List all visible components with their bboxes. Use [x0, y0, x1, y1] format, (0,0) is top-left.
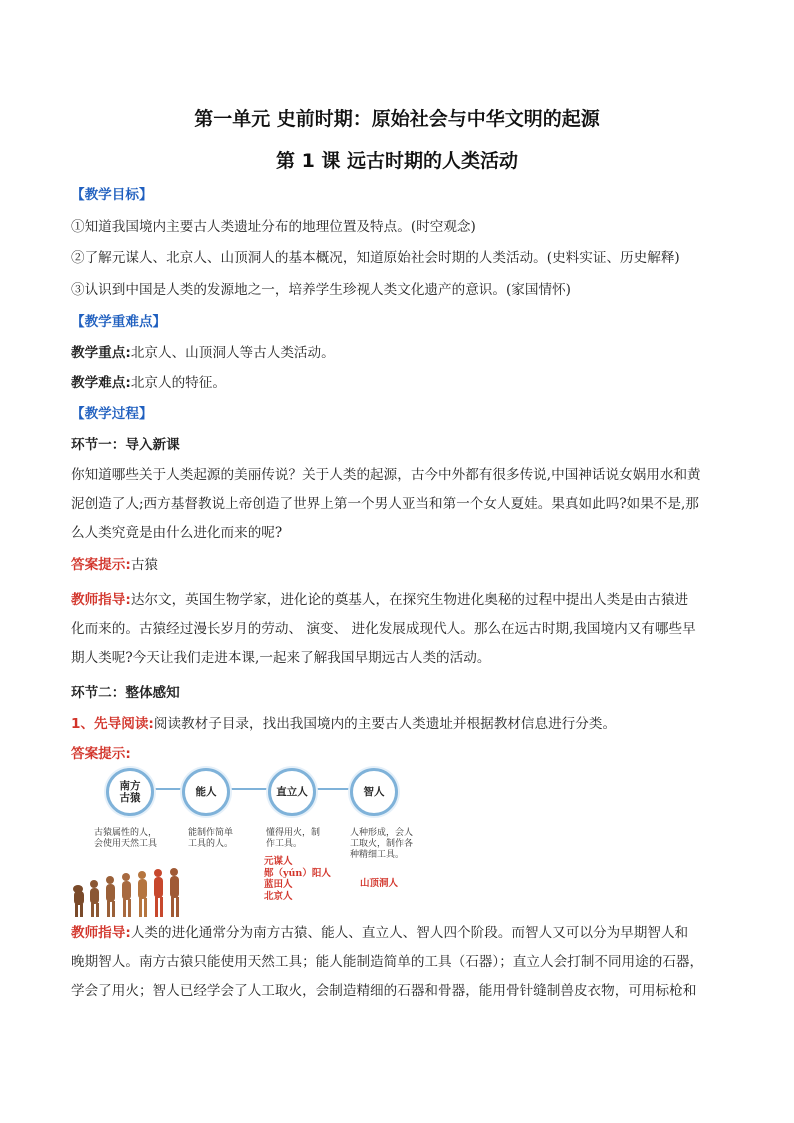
stage-description: 人种形成，会人 工取火，制作各 种精细工具。 — [350, 828, 414, 860]
key-points-heading: 【教学重难点】 — [71, 314, 167, 330]
pre-reading: 1、先导阅读:阅读教材子目录，找出我国境内的主要古人类遗址并根据教材信息进行分类。 — [71, 716, 617, 732]
lesson-title: 第 1 课 远古时期的人类活动 — [275, 150, 519, 172]
step1-title: 环节一：导入新课 — [71, 437, 180, 453]
goal-item: ②了解元谋人、北京人、山顶洞人的基本概况，知道原始社会时期的人类活动。(史料实证、历史解释) — [71, 250, 680, 266]
stage-description: 懂得用火，制 作工具。 — [266, 828, 321, 849]
stage-description: 古猿属性的人， 会使用天然工具 — [94, 828, 158, 849]
goal-item: ①知道我国境内主要古人类遗址分布的地理位置及特点。(时空观念) — [71, 219, 476, 235]
process-heading: 【教学过程】 — [71, 406, 153, 422]
teacher-guidance-2: 教师指导:人类的进化通常分为南方古猿、能人、直立人、智人四个阶段。而智人又可以分为早期智人和 晚期智人。南方古猿只能使用天然工具；能人能制造简单的工具（石器）；直立人会打制不同用途的石器， 学会了用火；智人已经学会了人工取火，会制造精细的石器和骨器，能用骨针缝制兽皮衣物，可用标枪和 — [71, 925, 704, 999]
answer-hint-2: 答案提示: — [71, 746, 131, 762]
goal-item: ③认识到中国是人类的发源地之一，培养学生珍视人类文化遗产的意识。(家国情怀) — [71, 282, 571, 298]
unit-title: 第一单元 史前时期：原始社会与中华文明的起源 — [194, 108, 600, 130]
stage-description: 能制作简单 工具的人。 — [188, 828, 234, 849]
difficult-point-label: 教学难点: — [71, 375, 131, 391]
key-point-text: 北京人、山顶洞人等古人类活动。 — [130, 345, 335, 361]
answer-hint-1: 答案提示:古猿 — [71, 557, 158, 573]
sapiens-sites: 山顶洞人 — [360, 878, 399, 889]
step2-title: 环节二：整体感知 — [71, 685, 180, 701]
key-point — [71, 343, 731, 363]
stage-node-homo-habilis: 能人 — [182, 768, 230, 816]
stage-node-australopithecus: 南方 古猿 — [106, 768, 154, 816]
difficult-point — [71, 373, 731, 393]
evolution-diagram — [70, 762, 430, 922]
teacher-guidance-1: 教师指导:达尔文，英国生物学家，进化论的奠基人，在探究生物进化奥秘的过程中提出人类是由古猿进 化而来的。古猿经过漫长岁月的劳动、 演变、 进化发展成现代人。那么在远古时期,我国境内又有哪些早 期人类呢?今天让我们走进本课,一起来了解我国早期远古人类的活动。 — [71, 592, 696, 666]
key-point-label: 教学重点: — [71, 345, 131, 361]
stage-node-homo-erectus: 直立人 — [268, 768, 316, 816]
difficult-point-text: 北京人的特征。 — [130, 375, 226, 391]
goals-heading: 【教学目标】 — [71, 187, 153, 203]
human-evolution-illustration — [70, 867, 220, 919]
erectus-sites: 元谋人 郧（yún）阳人 蓝田人 北京人 — [264, 856, 331, 902]
intro-paragraph: 你知道哪些关于人类起源的美丽传说？关于人类的起源，古今中外都有很多传说,中国神话说女娲用水和黄 泥创造了人;西方基督教说上帝创造了世界上第一个男人亚当和第一个女人夏娃。果真如此吗?如果不是,那 么人类究竟是由什么进化而来的呢? — [71, 467, 701, 541]
stage-node-homo-sapiens: 智人 — [350, 768, 398, 816]
